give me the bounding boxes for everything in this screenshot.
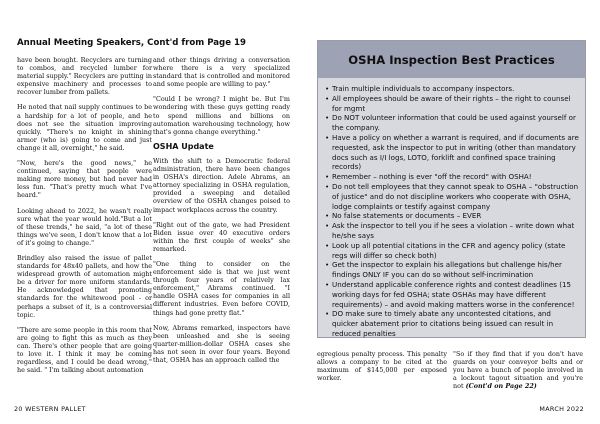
paragraph: Now, Abrams remarked, inspectors have been unleashed and she is seeing quarter-million-dollar OSHA cases she has not seen in over four years. Beyond that, OSHA has an approach called the [153,323,290,364]
section-heading: Annual Meeting Speakers, Cont'd from Page 19 [17,38,246,48]
list-item: • Ask the inspector to tell you if he sees a violation – write down what he/she says [325,221,579,241]
list-item: • Do not tell employees that they cannot speak to OSHA – "obstruction of justice" and do not discipline workers who cooperate with OSHA, lodge complaints or testify against company [325,182,579,211]
paragraph: "Could I be wrong? I might be. But I'm wondering with these guys getting ready to spend millions and billions on automation warehousing technology, how that's gonna change everything." [153,95,290,136]
list-item: • Have a policy on whether a warrant is required, and if documents are requested, ask the inspector to put in writing (other than mandatory docs such as I/I logs, LOTO, forklift and confined space training records) [325,133,579,172]
article-column-2 [153,56,290,371]
paragraph: "Right out of the gate, we had President Biden issue over 40 executive orders within the first couple of weeks" she remarked. [153,220,290,253]
list-item: • DO make sure to timely abate any uncontested citations, and quicker abatement prior to citations being issued can result in reduced penalties [325,309,579,338]
article-column-4 [453,350,583,397]
continued-note: (Cont'd on Page 22) [465,382,537,391]
list-item: • Look up all potential citations in the CFR and agency policy (state regs will differ so check both) [325,241,579,261]
paragraph-text: "So if they find that if you don't have guards on your conveyor belts and or you have a bunch of people involved in a lockout tagout situation and you're not [453,350,583,391]
list-item: • No false statements or documents – EVER [325,211,579,221]
best-practices-list [318,84,585,339]
list-item: • Train multiple individuals to accompany inspectors. [325,84,579,94]
subheading: OSHA Update [153,141,214,151]
osha-sidebar-box [317,40,586,338]
article-column-3 [317,350,447,389]
list-item: • All employees should be aware of their rights – the right to counsel for mgmt [325,94,579,114]
paragraph: He noted that nail supply continues to be a hardship for a lot of people, and he does not see the situation improving quickly. "There's no knight in shining armor (who is) going to come and just change it all, overnight," he said. [17,103,152,152]
footer-issue-date: MARCH 2022 [539,405,584,413]
paragraph: and other things driving a conversation where there is a very specialized standard that is controlled and monitored and some people are willing to pay." [153,56,290,89]
article-column-1 [17,56,152,381]
paragraph: "Now, here's the good news," he continued, saying that people were making more money, but had never had less fun. "That's pretty much what I've heard." [17,159,152,200]
paragraph [453,350,583,390]
paragraph: Looking ahead to 2022, he wasn't really sure what the year would hold."But a lot of these trends," he said, "a lot of these things we've seen, I don't know that a lot of it's going to change." [17,206,152,247]
paragraph: have been bought. Recyclers are turning to combos, and recycled lumber for material supply." Recyclers are putting in expensive machinery and processes to recover lumber from pallets. [17,56,152,97]
list-item: • Get the inspector to explain his allegations but challenge his/her findings ONLY IF you can do so without self-incrimination [325,260,579,280]
list-item: • Understand applicable conference rights and contest deadlines (15 working days for fed OSHA; state OSHAs may have different requirements) – and avoid making matters worse in the conference! [325,280,579,309]
sidebar-title: OSHA Inspection Best Practices [318,41,585,78]
paragraph: "There are some people in this room that are going to fight this as much as they can. There's other people that are going to love it. I think it may be coming regardless, and I could be dead wrong," he said. " I'm talking about automation [17,325,152,375]
paragraph: "One thing to consider on the enforcement side is that we just went through four years of relatively lax enforcement," Abrams continued. "I handle OSHA cases for companies in all different industries. Even before COVID, things had gone pretty flat." [153,259,290,317]
list-item: • Do NOT volunteer information that could be used against yourself or the company. [325,113,579,133]
paragraph: egregious penalty process. This penalty allows a company to be cited at the maximum of $145,000 per exposed worker. [317,350,447,383]
paragraph: Brindley also raised the issue of pallet standards for 48x40 pallets, and how the widespread growth of automation might be a driver for more uniform standards. He acknowledged that promoting standards for the whitewood pool - or perhaps a subset of it, is a controversial topic. [17,253,152,319]
footer-page-label: 20 WESTERN PALLET [14,405,86,413]
paragraph: With the shift to a Democratic federal administration, there have been changes in OSHA's direction. Adele Abrams, an attorney specializing in OSHA regulation, provided a sweeping and detailed overview of the OSHA changes poised to impact workplaces across the country. [153,156,290,214]
list-item: • Remember – nothing is ever "off the record" with OSHA! [325,172,579,182]
